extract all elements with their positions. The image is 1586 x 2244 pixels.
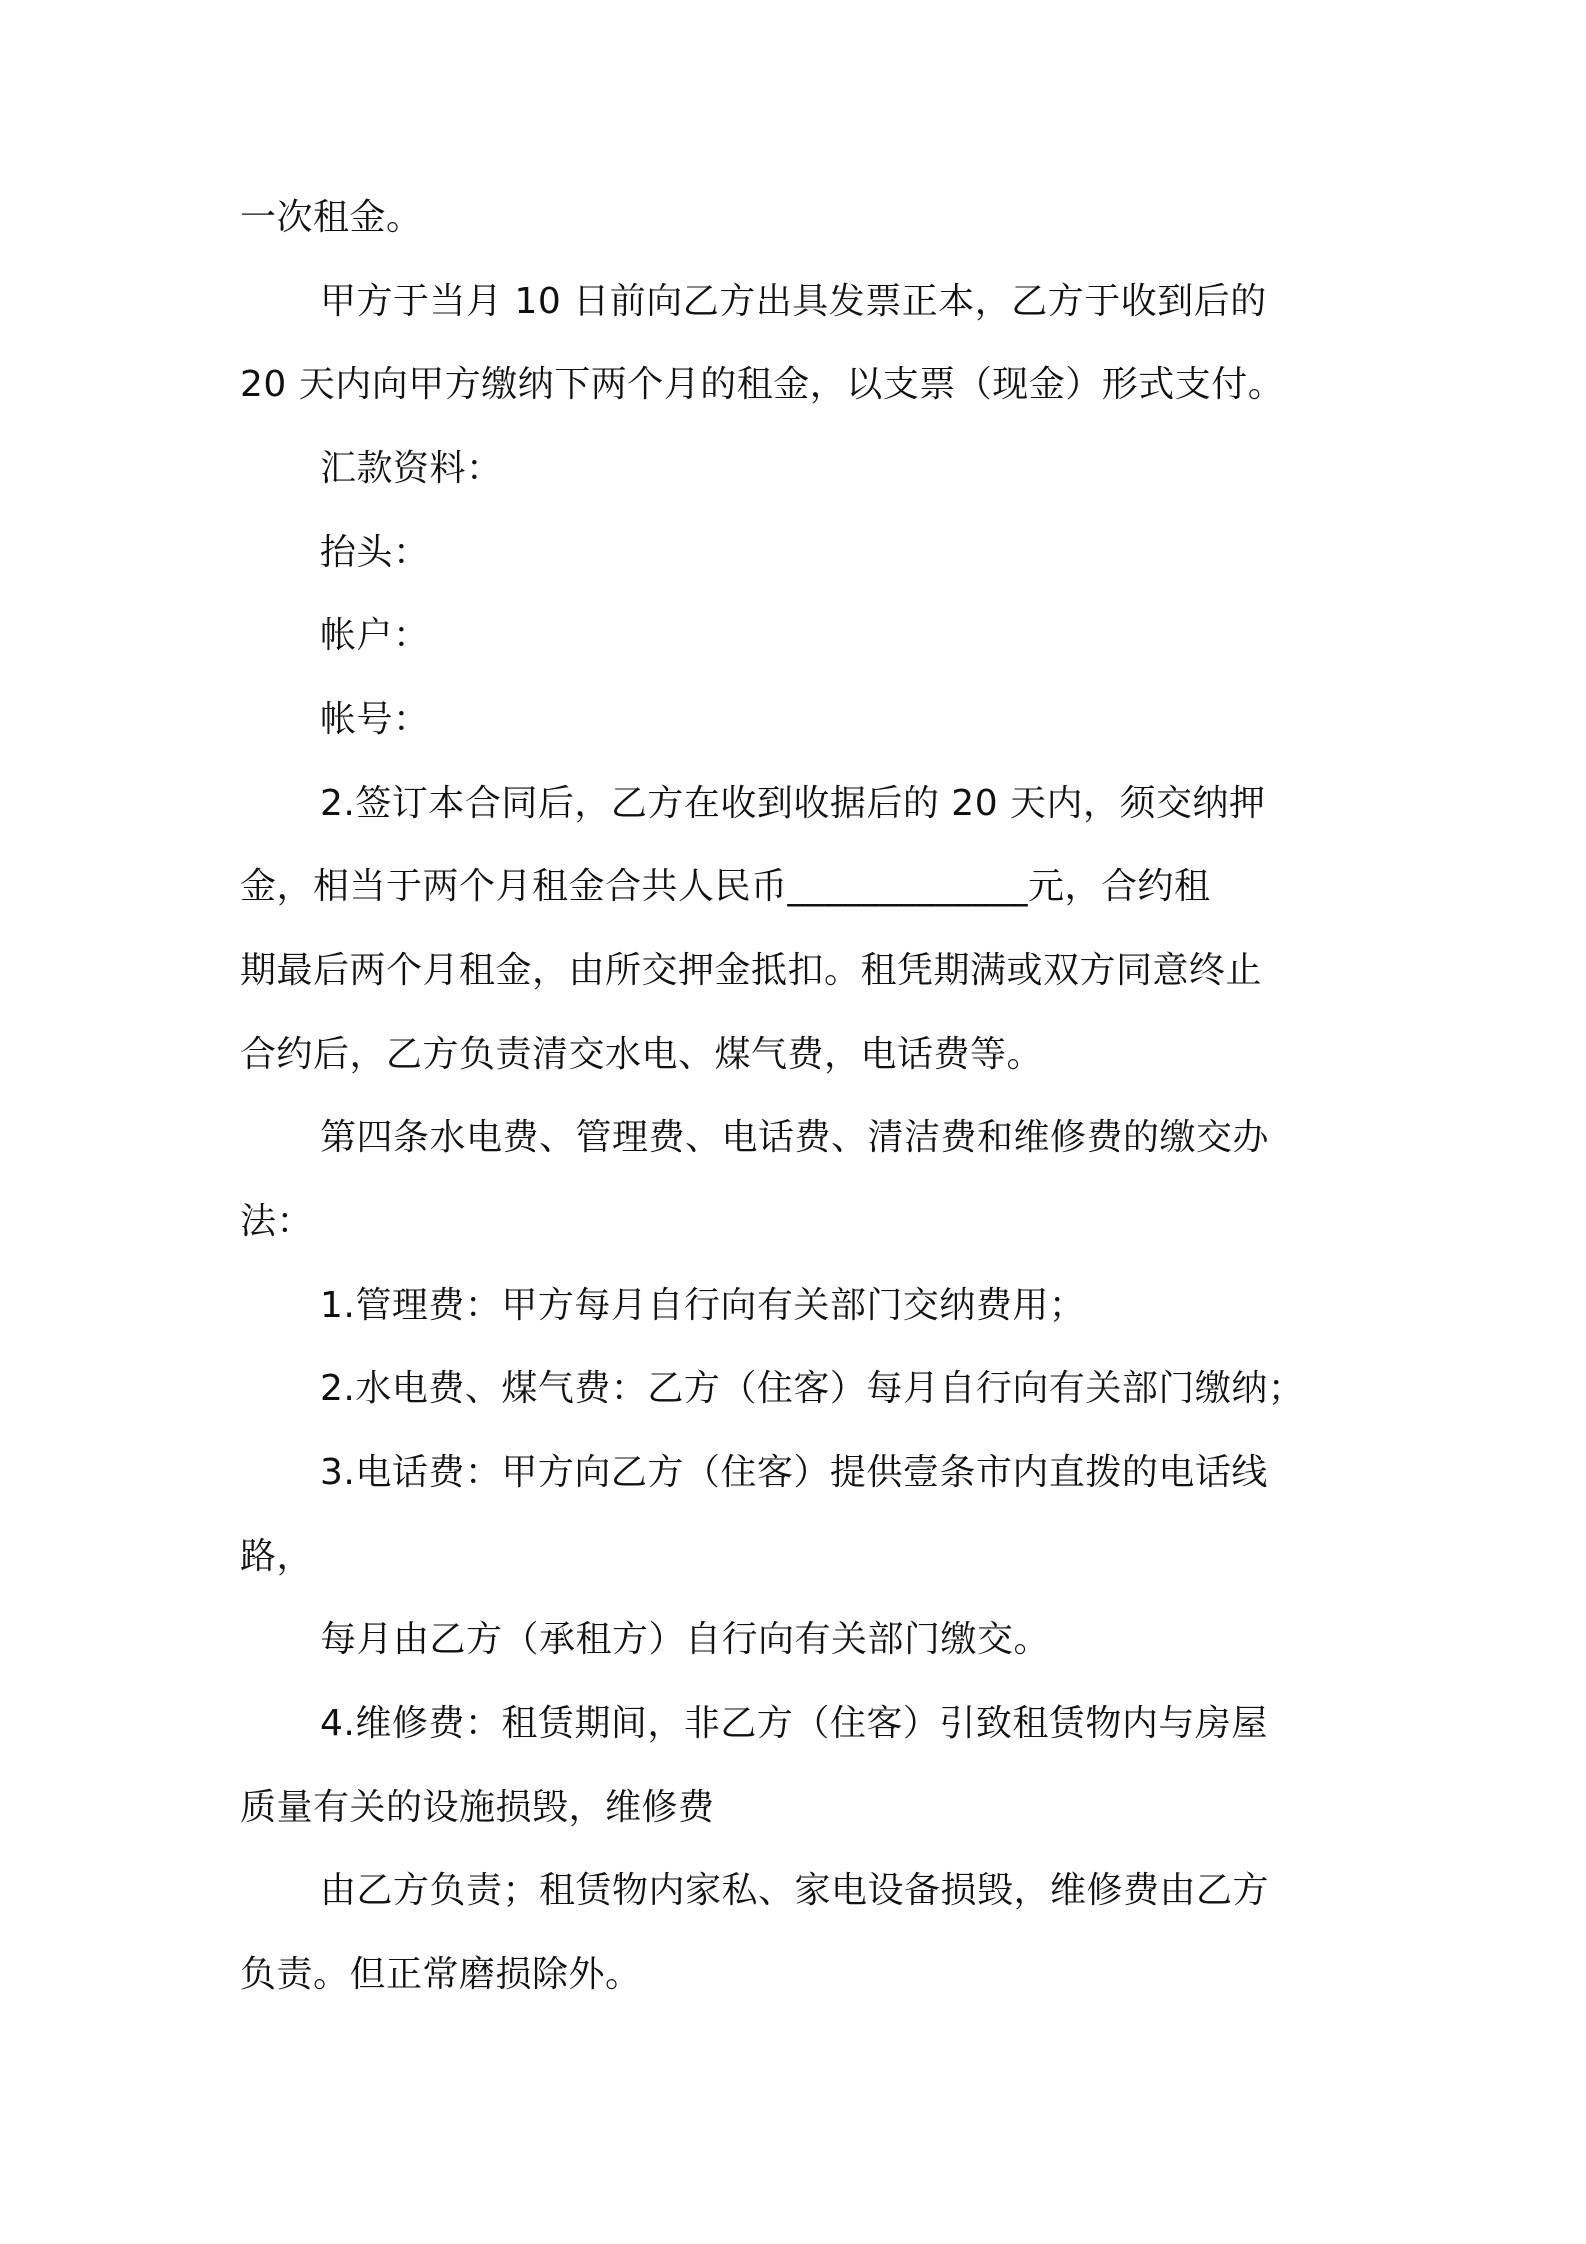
- text-line: 路，: [240, 1536, 314, 1577]
- text-line: 4.维修费：租赁期间，非乙方（住客）引致租赁物内与房屋: [320, 1703, 1268, 1744]
- text-line: 合约后，乙方负责清交水电、煤气费，电话费等。: [240, 1034, 1044, 1075]
- text-line: 质量有关的设施损毁，维修费: [240, 1787, 715, 1828]
- text-line: 第四条水电费、管理费、电话费、清洁费和维修费的缴交办: [320, 1117, 1270, 1158]
- text-line: 汇款资料：: [320, 448, 503, 489]
- text-line: 期最后两个月租金，由所交押金抵扣。租凭期满或双方同意终止: [240, 950, 1263, 991]
- text-line: 一次租金。: [240, 197, 423, 238]
- text-line: 抬头：: [320, 532, 430, 573]
- text-line: 每月由乙方（承租方）自行向有关部门缴交。: [320, 1619, 1051, 1660]
- text-line: 1.管理费：甲方每月自行向有关部门交纳费用；: [320, 1285, 1086, 1326]
- text-line: 甲方于当月 10 日前向乙方出具发票正本，乙方于收到后的: [320, 281, 1267, 322]
- text-line: 帐号：: [320, 699, 430, 740]
- text-line: 2.签订本合同后，乙方在收到收据后的 20 天内，须交纳押: [320, 783, 1266, 824]
- text-line: 20 天内向甲方缴纳下两个月的租金，以支票（现金）形式支付。: [240, 364, 1285, 405]
- text-line: 由乙方负责；租赁物内家私、家电设备损毁，维修费由乙方: [320, 1870, 1270, 1911]
- text-line: 3.电话费：甲方向乙方（住客）提供壹条市内直拨的电话线: [320, 1452, 1268, 1493]
- text-line: 金，相当于两个月租金合共人民币_____________元，合约租: [240, 866, 1211, 907]
- text-line: 负责。但正常磨损除外。: [240, 1954, 642, 1995]
- text-line: 2.水电费、煤气费：乙方（住客）每月自行向有关部门缴纳；: [320, 1368, 1305, 1409]
- text-line: 帐户：: [320, 615, 430, 656]
- text-line: 法：: [240, 1201, 314, 1242]
